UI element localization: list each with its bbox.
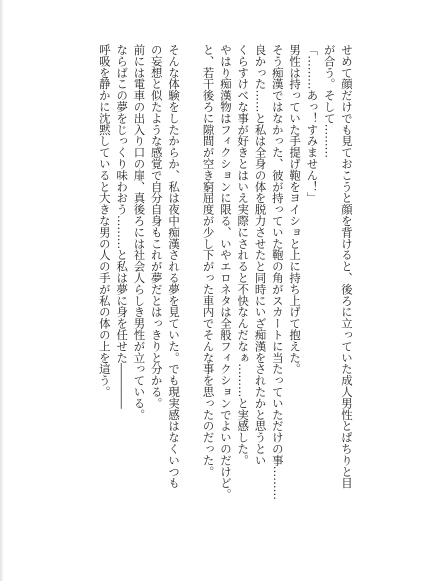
text-line: くらすけべな事が好きとはいえ実際にされると不快なんだなぁ………と実感した。 bbox=[236, 44, 251, 466]
text-line: そう痴漢ではなかった、彼が持っていた鞄の角がスカートに当たっていただけの事……… bbox=[270, 44, 285, 500]
text-line: の妄想と似たような感覚で自分自身もこれが夢だとはっきりと分かる。 bbox=[149, 44, 164, 409]
text-line: 「………あっ！すみません！」 bbox=[305, 44, 320, 204]
text-line: 前には電車の出入り口の扉、真後ろには社会人らしき男性が立っている。 bbox=[132, 44, 147, 421]
text-line: やはり痴漢物はフィクションに限る、いやエロネタは全般フィクションでよいのだけど。 bbox=[218, 44, 233, 500]
text-line: が合う。そして……… bbox=[322, 44, 337, 158]
text-line: 呼吸を静かに沈黙していると大きな男の人の手が私の体の上を這う。 bbox=[97, 44, 112, 398]
text-line: と、若干後ろに隙間が空き窮屈度が少し下がった車内でそんな事を思ったのだった。 bbox=[201, 44, 216, 478]
text-line: 男性は持っていた手提げ鞄をヨイショと上に持ち上げて抱えた。 bbox=[288, 44, 303, 375]
paragraph-break bbox=[182, 44, 199, 544]
text-line: 良かった……と私は全身の体を脱力させたと同時にいざ痴漢をされたかと思うとい bbox=[253, 44, 268, 466]
vertical-text-body bbox=[96, 44, 355, 544]
page-spine-shadow bbox=[0, 0, 4, 581]
text-line: ならばこの夢をじっくり味わおう………と私は夢に身を任せた―――― bbox=[115, 44, 130, 409]
text-line: そんな体験をしたからか、私は夜中痴漢される夢を見ていた。でも現実感はなくいつも bbox=[167, 44, 182, 489]
text-line: せめて顔だけでも見ておこうと顔を背けると、後ろに立っていた成人男性とぱちりと目 bbox=[340, 44, 354, 489]
